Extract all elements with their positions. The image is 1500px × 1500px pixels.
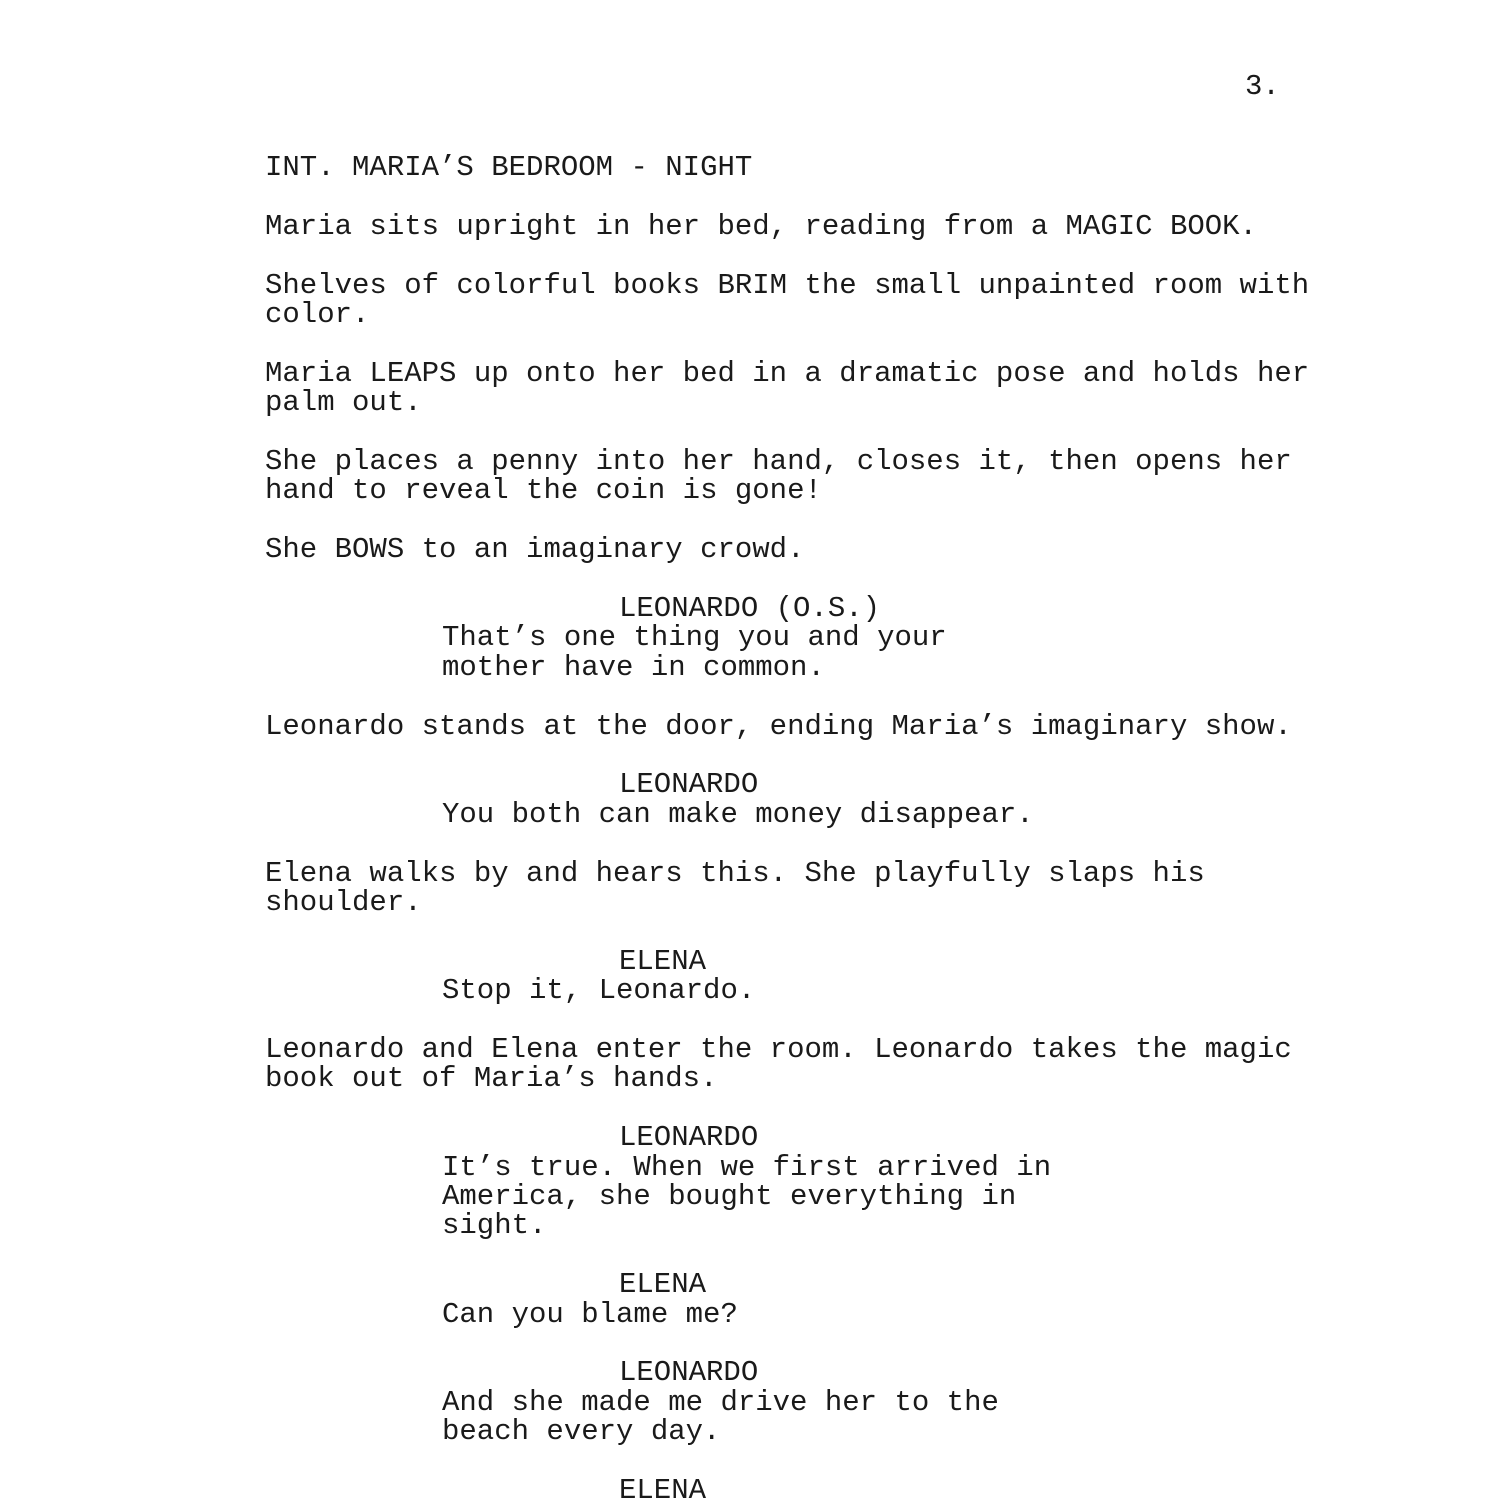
action-line: Maria sits upright in her bed, reading from a MAGIC BOOK. bbox=[265, 210, 1257, 243]
cue-line: LEONARDO bbox=[619, 1121, 759, 1154]
dialogue-line: You both can make money disappear. bbox=[442, 798, 1034, 831]
dialogue-line: That’s one thing you and your bbox=[442, 621, 947, 654]
dialogue-line: Stop it, Leonardo. bbox=[442, 974, 756, 1007]
dialogue-line: America, she bought everything in bbox=[442, 1180, 1017, 1213]
action-line: She places a penny into her hand, closes it, then opens her bbox=[265, 445, 1292, 478]
dialogue-line: Can you blame me? bbox=[442, 1298, 738, 1331]
dialogue-line: And she made me drive her to the bbox=[442, 1386, 999, 1419]
action-line: Maria LEAPS up onto her bed in a dramatic pose and holds her bbox=[265, 357, 1310, 390]
action-line: book out of Maria’s hands. bbox=[265, 1062, 718, 1095]
dialogue-line: sight. bbox=[442, 1209, 547, 1242]
cue-line: ELENA bbox=[619, 1474, 707, 1500]
scene-heading: INT. MARIA’S BEDROOM - NIGHT bbox=[265, 151, 753, 184]
action-line: shoulder. bbox=[265, 886, 422, 919]
action-line: Leonardo and Elena enter the room. Leonardo takes the magic bbox=[265, 1033, 1292, 1066]
action-line: Elena walks by and hears this. She playfully slaps his bbox=[265, 857, 1205, 890]
dialogue-line: It’s true. When we first arrived in bbox=[442, 1151, 1052, 1184]
action-line: Shelves of colorful books BRIM the small unpainted room with bbox=[265, 269, 1310, 302]
action-line: hand to reveal the coin is gone! bbox=[265, 474, 822, 507]
cue-line: LEONARDO bbox=[619, 1356, 759, 1389]
dialogue-line: mother have in common. bbox=[442, 651, 825, 684]
page-number: 3. bbox=[1245, 70, 1280, 103]
dialogue-line: beach every day. bbox=[442, 1415, 721, 1448]
action-line: color. bbox=[265, 298, 370, 331]
cue-line: LEONARDO (O.S.) bbox=[619, 592, 881, 625]
action-line: palm out. bbox=[265, 386, 422, 419]
action-line: Leonardo stands at the door, ending Maria’s imaginary show. bbox=[265, 710, 1292, 743]
cue-line: ELENA bbox=[619, 945, 707, 978]
cue-line: LEONARDO bbox=[619, 768, 759, 801]
cue-line: ELENA bbox=[619, 1268, 707, 1301]
action-line: She BOWS to an imaginary crowd. bbox=[265, 533, 805, 566]
